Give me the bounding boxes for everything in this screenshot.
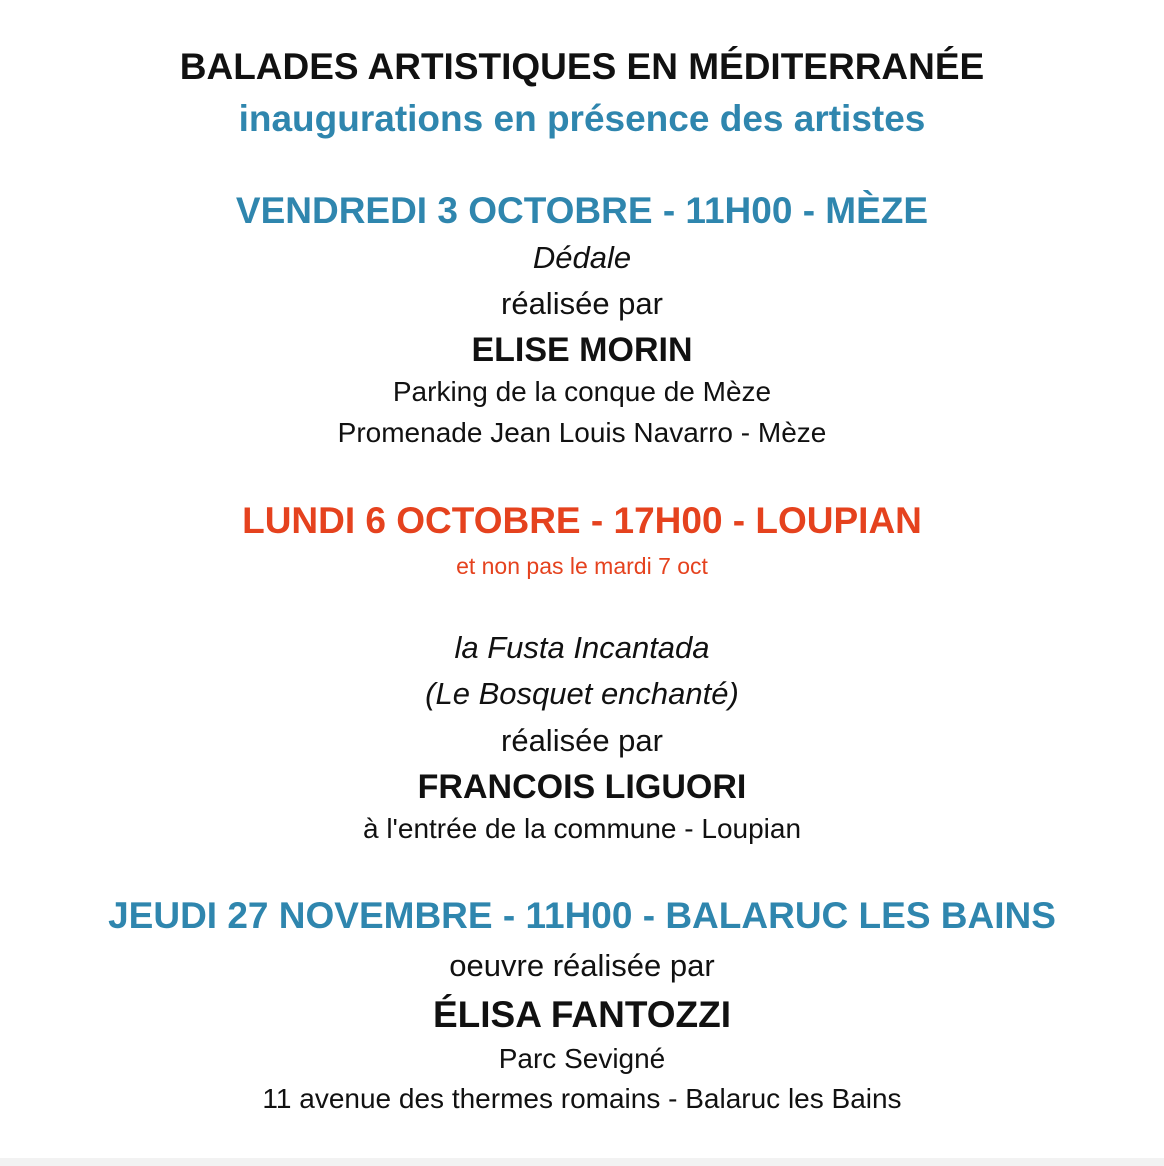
event-heading: VENDREDI 3 OCTOBRE - 11H00 - MÈZE bbox=[235, 190, 929, 231]
bottom-divider bbox=[0, 1158, 1164, 1166]
location-line: Promenade Jean Louis Navarro - Mèze bbox=[337, 417, 827, 448]
event-heading: LUNDI 6 OCTOBRE - 17H00 - LOUPIAN bbox=[242, 500, 922, 541]
location-line: à l'entrée de la commune - Loupian bbox=[362, 813, 802, 844]
artist-name: ELISE MORIN bbox=[471, 331, 693, 369]
work-title: Dédale bbox=[532, 240, 632, 275]
event-heading: JEUDI 27 NOVEMBRE - 11H00 - BALARUC LES BAINS bbox=[108, 895, 1056, 936]
work-title-translation: (Le Bosquet enchanté) bbox=[425, 676, 739, 711]
location-line: Parc Sevigné bbox=[498, 1043, 666, 1074]
artist-name: ÉLISA FANTOZZI bbox=[432, 994, 732, 1035]
work-title: la Fusta Incantada bbox=[454, 630, 710, 665]
page-title: BALADES ARTISTIQUES EN MÉDITERRANÉE bbox=[179, 46, 985, 87]
page-subtitle: inaugurations en présence des artistes bbox=[238, 98, 926, 139]
made-by-label: réalisée par bbox=[501, 723, 663, 758]
date-correction-note: et non pas le mardi 7 oct bbox=[456, 553, 708, 579]
made-by-label: oeuvre réalisée par bbox=[449, 948, 715, 983]
location-line: Parking de la conque de Mèze bbox=[392, 376, 772, 407]
made-by-label: réalisée par bbox=[501, 286, 663, 321]
location-line: 11 avenue des thermes romains - Balaruc les Bains bbox=[262, 1083, 902, 1114]
artist-name: FRANCOIS LIGUORI bbox=[417, 768, 747, 806]
